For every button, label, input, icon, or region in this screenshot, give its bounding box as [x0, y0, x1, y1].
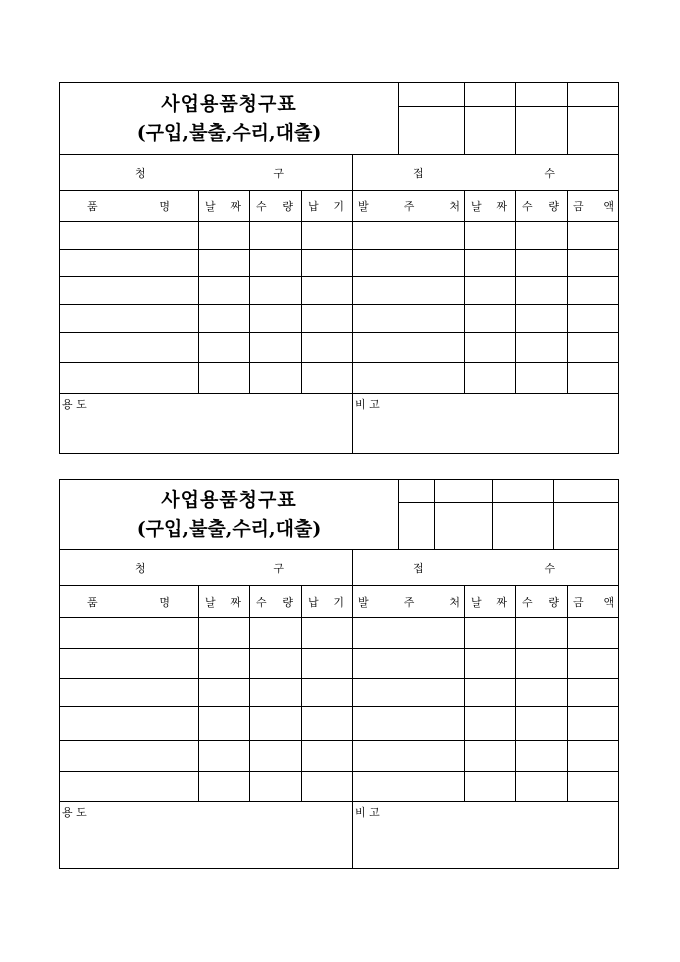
approval-sign-box[interactable]: [554, 503, 619, 550]
title-main: 사업용품청구표: [161, 488, 297, 511]
approval-sign-box[interactable]: [399, 503, 435, 550]
remarks-field[interactable]: [353, 394, 619, 454]
col-quantity: 수 량: [250, 586, 302, 618]
table-row: [60, 305, 619, 333]
col-date: 날 짜: [199, 586, 250, 618]
approval-box[interactable]: [554, 480, 619, 503]
table-row: [60, 772, 619, 802]
section-request-header: 청 구: [60, 155, 353, 191]
remarks-label: 비 고: [355, 806, 380, 819]
col-recv-date: 날 짜: [465, 586, 516, 618]
col-recv-date: 날 짜: [465, 191, 516, 222]
col-recv-quantity: 수 량: [516, 586, 568, 618]
title-main: 사업용품청구표: [161, 92, 297, 115]
table-row: [60, 741, 619, 772]
col-delivery: 납 기: [302, 191, 353, 222]
requisition-form-2: [59, 479, 618, 869]
col-delivery: 납 기: [302, 586, 353, 618]
remarks-label: 비 고: [355, 398, 380, 411]
form-table-body: [59, 549, 619, 869]
approval-box[interactable]: [435, 480, 493, 503]
section-receipt-header: 접 수: [353, 155, 619, 191]
approval-sign-box[interactable]: [493, 503, 554, 550]
remarks-field[interactable]: [353, 802, 619, 869]
col-amount: 금 액: [568, 191, 619, 222]
purpose-field[interactable]: [60, 802, 353, 869]
title-sub: (구입,불출,수리,대출): [136, 121, 322, 144]
col-order-place: 발 주 처: [353, 191, 465, 222]
col-item-name: 품 명: [60, 191, 199, 222]
col-quantity: 수 량: [250, 191, 302, 222]
table-row: [60, 277, 619, 305]
form-title: [60, 480, 399, 550]
form-table: [59, 82, 619, 454]
approval-box[interactable]: [568, 83, 619, 107]
purpose-label: 용 도: [62, 806, 87, 819]
approval-sign-box[interactable]: [435, 503, 493, 550]
approval-box[interactable]: [465, 83, 516, 107]
table-row: [60, 333, 619, 363]
approval-sign-box[interactable]: [399, 107, 465, 155]
table-row: [60, 250, 619, 277]
table-row: [60, 222, 619, 250]
approval-sign-box[interactable]: [568, 107, 619, 155]
section-receipt-header: 접 수: [353, 550, 619, 586]
approval-box[interactable]: [399, 83, 465, 107]
section-request-header: 청 구: [60, 550, 353, 586]
approval-box[interactable]: [516, 83, 568, 107]
approval-box[interactable]: [399, 480, 435, 503]
approval-box[interactable]: [493, 480, 554, 503]
table-row: [60, 618, 619, 649]
table-row: [60, 707, 619, 741]
purpose-label: 용 도: [62, 398, 87, 411]
approval-sign-box[interactable]: [465, 107, 516, 155]
table-row: [60, 363, 619, 394]
form-title: [60, 83, 399, 155]
col-date: 날 짜: [199, 191, 250, 222]
table-row: [60, 649, 619, 679]
col-item-name: 품 명: [60, 586, 199, 618]
form-table: [59, 479, 619, 550]
requisition-form-1: [59, 82, 618, 454]
table-row: [60, 679, 619, 707]
col-order-place: 발 주 처: [353, 586, 465, 618]
col-recv-quantity: 수 량: [516, 191, 568, 222]
col-amount: 금 액: [568, 586, 619, 618]
approval-sign-box[interactable]: [516, 107, 568, 155]
purpose-field[interactable]: [60, 394, 353, 454]
title-sub: (구입,불출,수리,대출): [136, 517, 322, 540]
